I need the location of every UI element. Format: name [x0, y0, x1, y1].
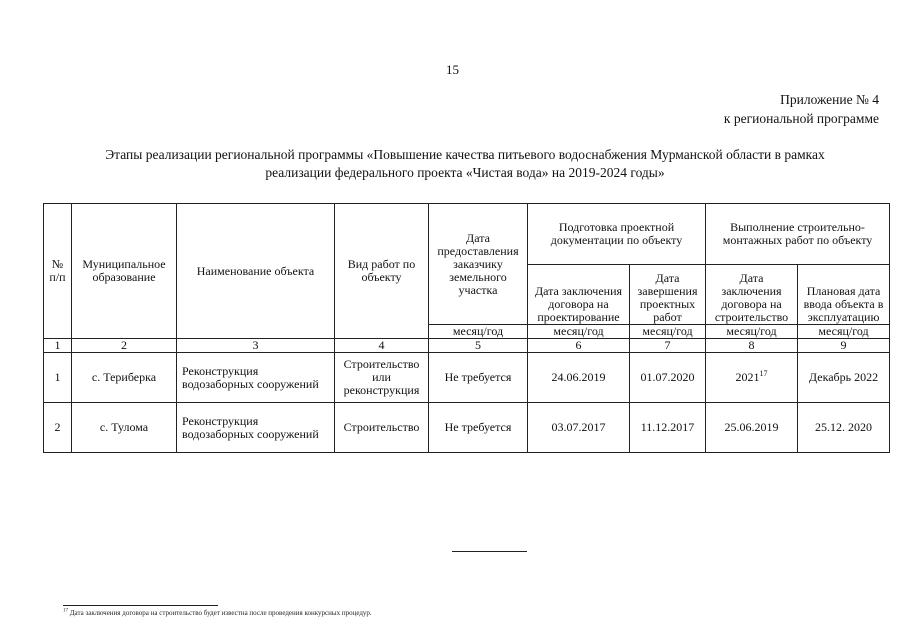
row-commissioning-date: Декабрь 2022 — [798, 353, 890, 403]
row-design-completion-date: 01.07.2020 — [630, 353, 706, 403]
header-object-name: Наименование объекта — [177, 204, 335, 339]
header-municipality: Муниципальное образование — [72, 204, 177, 339]
row-land-date: Не требуется — [429, 353, 528, 403]
row-land-date: Не требуется — [429, 403, 528, 453]
column-number: 7 — [630, 339, 706, 353]
row-design-contract-date: 24.06.2019 — [528, 353, 630, 403]
row-work-type: Строительство — [335, 403, 429, 453]
header-design-contract-date: Дата заключения договора на проектирование — [528, 265, 630, 325]
table-row — [44, 353, 890, 403]
column-number: 3 — [177, 339, 335, 353]
header-commissioning-date: Плановая дата ввода объекта в эксплуатацию — [798, 265, 890, 325]
footnote-divider — [63, 605, 218, 606]
document-title-line-1: Этапы реализации региональной программы «Повышение качества питьевого водоснабжения Мурманской области в рамках — [105, 147, 825, 162]
row-municipality: с. Тулома — [72, 403, 177, 453]
header-land-date: Дата предоставления заказчику земельного участка — [429, 204, 528, 325]
row-num: 1 — [44, 353, 72, 403]
footnote-marker: 17 — [63, 608, 68, 614]
row-design-completion-date: 11.12.2017 — [630, 403, 706, 453]
header-construction-group: Выполнение строительно-монтажных работ по объекту — [706, 204, 890, 265]
page-number: 15 — [446, 62, 459, 77]
separator-line — [452, 551, 527, 552]
row-object-name: Реконструкция водозаборных сооружений — [177, 403, 335, 453]
column-number: 1 — [44, 339, 72, 353]
table-column-numbers-row — [44, 339, 890, 353]
table-row — [44, 403, 890, 453]
column-number: 2 — [72, 339, 177, 353]
footnote-reference: 17 — [759, 369, 768, 378]
column-number: 6 — [528, 339, 630, 353]
row-work-type: Строительство или реконструкция — [335, 353, 429, 403]
header-construction-contract-date: Дата заключения договора на строительство — [706, 265, 798, 325]
appendix-subtitle: к региональной программе — [723, 111, 879, 126]
stages-table — [43, 203, 890, 453]
row-municipality: с. Териберка — [72, 353, 177, 403]
unit-cell: месяц/год — [706, 325, 798, 339]
row-commissioning-date: 25.12. 2020 — [798, 403, 890, 453]
header-design-group: Подготовка проектной документации по объекту — [528, 204, 706, 265]
column-number: 8 — [706, 339, 798, 353]
table-header-row-1 — [44, 204, 890, 265]
header-work-type: Вид работ по объекту — [335, 204, 429, 339]
document-title-line-2: реализации федерального проекта «Чистая вода» на 2019-2024 годы» — [265, 165, 665, 180]
appendix-caption — [724, 90, 879, 128]
footnote — [63, 609, 372, 617]
construction-contract-value: 2021 — [735, 370, 760, 384]
unit-cell: месяц/год — [798, 325, 890, 339]
row-construction-contract-date — [706, 353, 798, 403]
row-object-name: Реконструкция водозаборных сооружений — [177, 353, 335, 403]
column-number: 5 — [429, 339, 528, 353]
column-number: 9 — [798, 339, 890, 353]
row-construction-contract-date: 25.06.2019 — [706, 403, 798, 453]
row-design-contract-date: 03.07.2017 — [528, 403, 630, 453]
document-title — [40, 146, 890, 182]
header-design-completion-date: Дата завершения проектных работ — [630, 265, 706, 325]
footnote-text: Дата заключения договора на строительство будет известна после проведения конкурсных процедур. — [68, 609, 372, 617]
row-num: 2 — [44, 403, 72, 453]
unit-cell: месяц/год — [528, 325, 630, 339]
column-number: 4 — [335, 339, 429, 353]
header-num: № п/п — [44, 204, 72, 339]
appendix-title: Приложение № 4 — [780, 92, 879, 107]
unit-cell: месяц/год — [429, 325, 528, 339]
unit-cell: месяц/год — [630, 325, 706, 339]
